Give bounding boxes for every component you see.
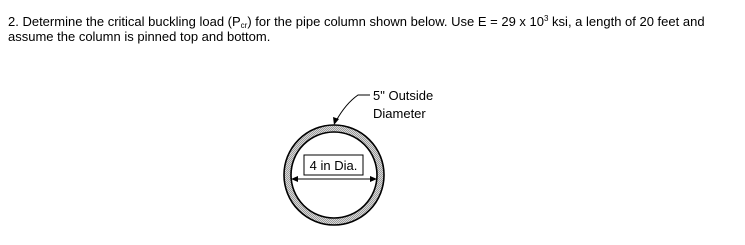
problem-text-part1: Determine the critical buckling load (P xyxy=(18,14,241,29)
outer-diameter-label-line2: Diameter xyxy=(373,106,426,121)
inner-diameter-label: 4 in Dia. xyxy=(309,158,358,173)
pcr-subscript: cr xyxy=(240,21,248,30)
outer-diameter-leader xyxy=(336,95,370,121)
exponent-superscript: 3 xyxy=(543,14,549,23)
problem-number: 2. xyxy=(8,14,19,29)
outer-diameter-label-line1: 5" Outside xyxy=(373,88,434,103)
problem-text-part3: ksi, a length of 20 feet and assume the column is pinned top and bottom. xyxy=(8,14,705,44)
problem-text-part2: ) for the pipe column shown below. Use E = 29 x 10 xyxy=(247,14,544,29)
